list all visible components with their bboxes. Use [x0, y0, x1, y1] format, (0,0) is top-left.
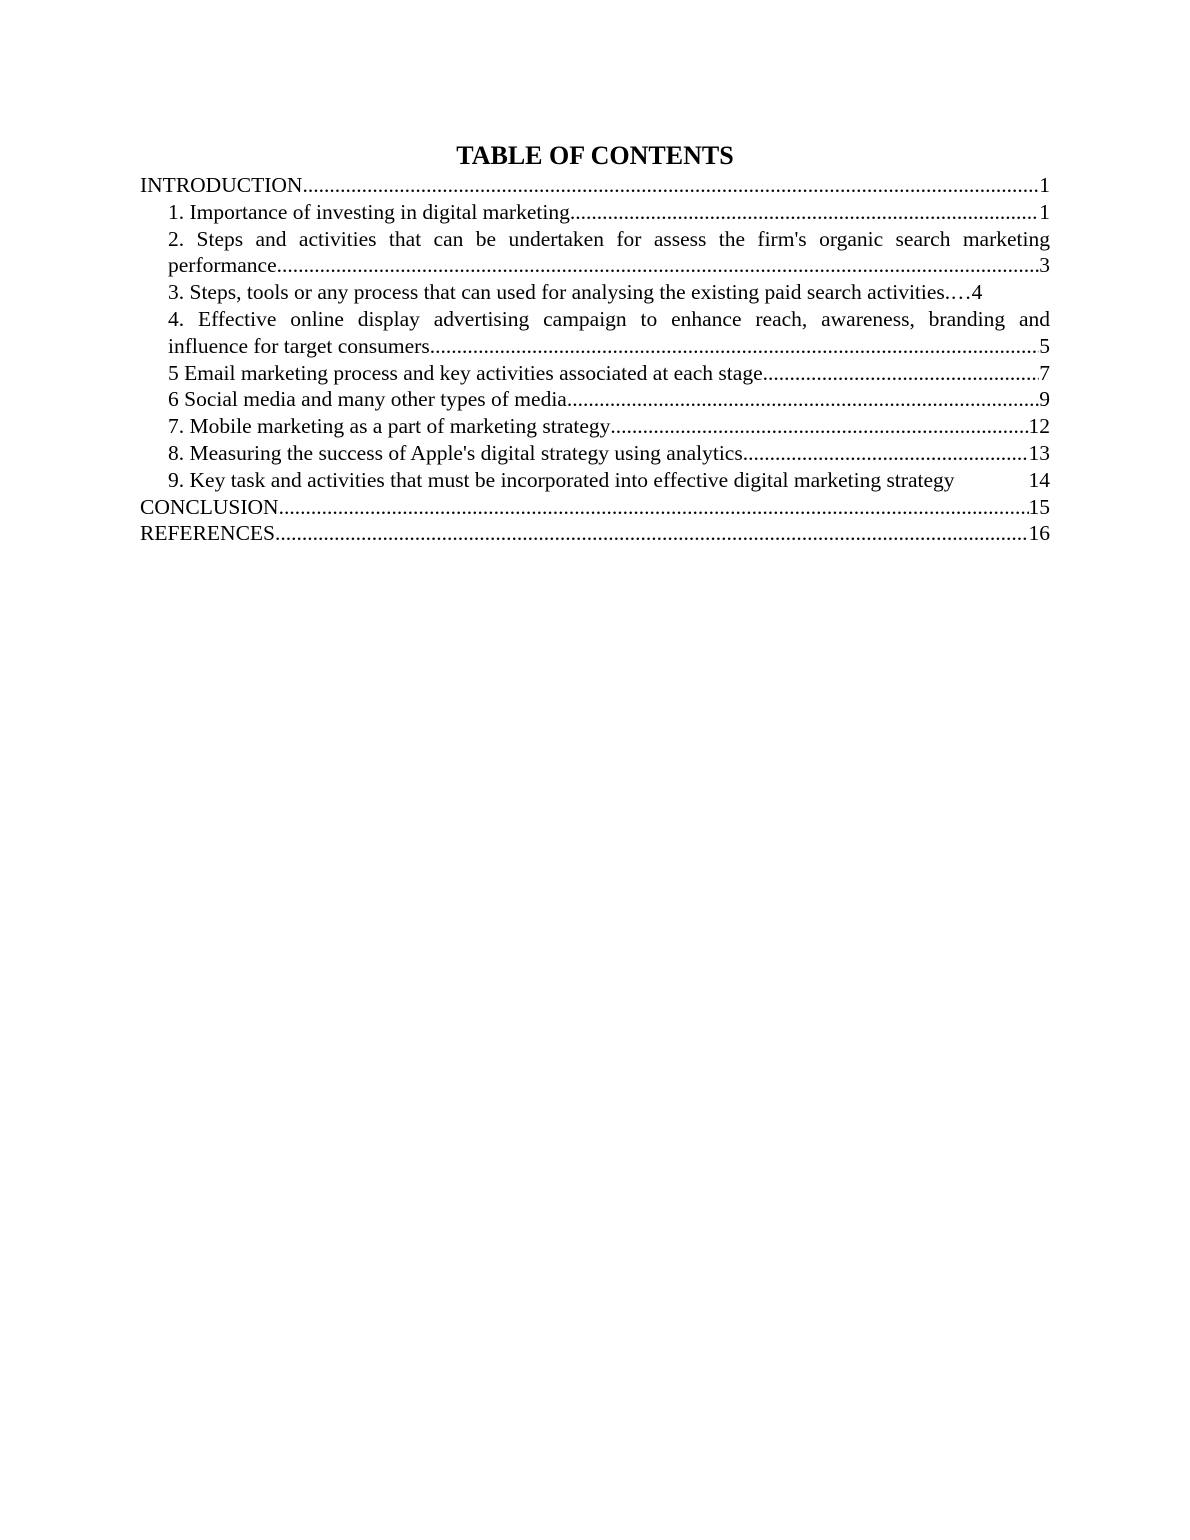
toc-page-number: 5 — [1039, 333, 1050, 358]
toc-page-number: 14 — [1028, 467, 1050, 492]
toc-page-number: 9 — [1039, 387, 1050, 412]
toc-entry-text: 5 Email marketing process and key activities associated at each stage — [168, 360, 763, 385]
toc-leader — [610, 413, 1028, 440]
toc-page-number: 16 — [1028, 521, 1050, 546]
toc-entry-text: 6 Social media and many other types of media — [168, 387, 567, 412]
toc-page-number: 7 — [1039, 360, 1050, 385]
toc-page-number: 4 — [971, 280, 983, 305]
toc-entry-4[interactable] — [140, 306, 1050, 360]
toc-entry-1[interactable] — [140, 199, 1050, 226]
toc-leader — [277, 252, 1040, 279]
toc-leader — [279, 494, 1029, 521]
toc-entry-text: 9. Key task and activities that must be incorporated into effective digital marketing strategy — [168, 467, 955, 492]
toc-page-number: 3 — [1039, 253, 1050, 278]
toc-leader — [763, 360, 1040, 387]
toc-entry-5[interactable] — [140, 360, 1050, 387]
toc-entry-text: 8. Measuring the success of Apple's digital strategy using analytics — [168, 440, 743, 465]
toc-leader — [275, 520, 1029, 547]
toc-list — [140, 172, 1050, 547]
toc-entry-introduction[interactable] — [140, 172, 1050, 199]
toc-leader — [743, 440, 1029, 467]
toc-leader — [570, 199, 1039, 226]
toc-leader — [302, 172, 1039, 199]
toc-entry-references[interactable] — [140, 520, 1050, 547]
toc-page-number: 13 — [1028, 440, 1050, 465]
toc-entry-text-line2: performance — [168, 253, 277, 278]
toc-entry-text: 7. Mobile marketing as a part of marketing strategy — [168, 414, 611, 439]
toc-entry-text-line2: influence for target consumers — [168, 333, 430, 358]
toc-entry-3[interactable] — [140, 279, 1050, 306]
toc-page-number: 1 — [1039, 173, 1050, 197]
toc-entry-9[interactable] — [140, 467, 1050, 494]
toc-entry-7[interactable] — [140, 413, 1050, 440]
toc-entry-text: CONCLUSION — [140, 494, 279, 519]
toc-entry-6[interactable] — [140, 386, 1050, 413]
toc-entry-text: INTRODUCTION — [140, 173, 303, 197]
toc-entry-conclusion[interactable] — [140, 494, 1050, 521]
toc-leader — [430, 333, 1040, 360]
toc-title: TABLE OF CONTENTS — [456, 141, 734, 170]
toc-page-number: 12 — [1028, 414, 1050, 439]
toc-entry-text: REFERENCES — [140, 521, 275, 546]
toc-leader — [567, 386, 1039, 413]
toc-entry-2[interactable] — [140, 226, 1050, 280]
toc-page-number: 15 — [1028, 494, 1050, 519]
toc-entry-text-line1: 4. Effective online display advertising campaign to enhance reach, awareness, branding and — [168, 306, 1050, 331]
toc-page-number: 1 — [1039, 199, 1050, 224]
toc-entry-text-line1: 2. Steps and activities that can be undertaken for assess the firm's organic search marketing — [168, 226, 1050, 251]
toc-entry-text: 3. Steps, tools or any process that can used for analysing the existing paid search activities. — [168, 280, 951, 305]
toc-entry-text: 1. Importance of investing in digital marketing — [168, 199, 570, 224]
toc-leader — [950, 279, 972, 306]
document-page — [140, 140, 1050, 547]
toc-entry-8[interactable] — [140, 440, 1050, 467]
